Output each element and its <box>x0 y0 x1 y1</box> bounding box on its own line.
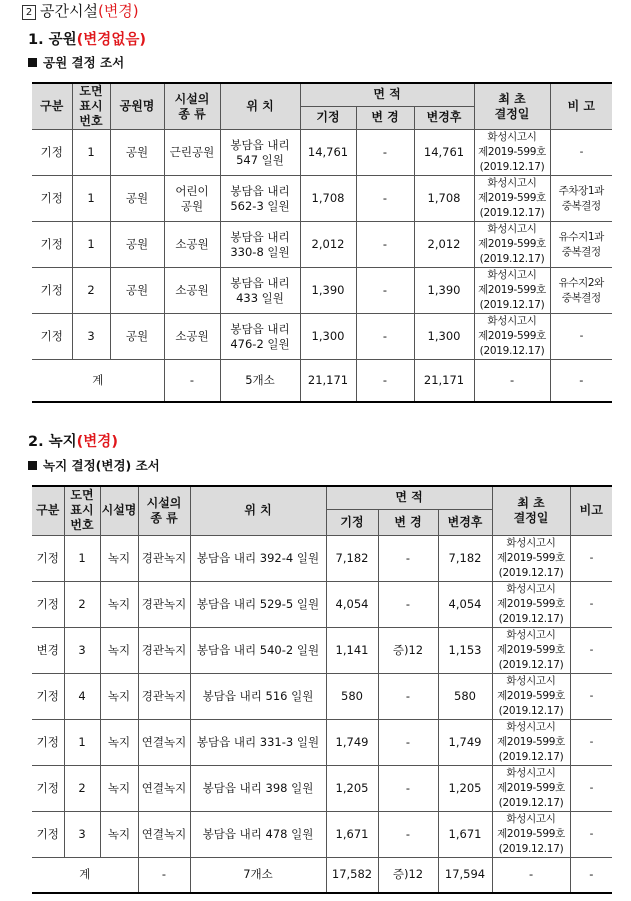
cell-location: 봉담읍 내리 398 일원 <box>190 765 326 811</box>
total-remarks: - <box>550 360 612 402</box>
cell-division: 기정 <box>32 222 72 268</box>
cell-remarks: - <box>550 130 612 176</box>
cell-name: 녹지 <box>100 673 138 719</box>
cell-remarks: - <box>570 581 612 627</box>
cell-facility-type: 소공원 <box>164 314 220 360</box>
header-remarks: 비 고 <box>550 83 612 130</box>
header-name: 시설명 <box>100 486 138 535</box>
total-first-decision: - <box>474 360 550 402</box>
cell-name: 녹지 <box>100 535 138 581</box>
cell-area-change: - <box>378 581 438 627</box>
cell-area-existing: 1,205 <box>326 765 378 811</box>
cell-division: 기정 <box>32 535 64 581</box>
cell-location: 봉담읍 내리 392-4 일원 <box>190 535 326 581</box>
table-row <box>32 268 612 314</box>
document-heading <box>22 0 139 22</box>
cell-facility-type: 소공원 <box>164 222 220 268</box>
cell-first-decision: 화성시고시 제2019-599호 (2019.12.17) <box>474 268 550 314</box>
cell-area-after: 4,054 <box>438 581 492 627</box>
cell-name: 공원 <box>110 176 164 222</box>
cell-area-change: - <box>356 314 414 360</box>
cell-first-decision: 화성시고시 제2019-599호 (2019.12.17) <box>492 765 570 811</box>
cell-first-decision: 화성시고시 제2019-599호 (2019.12.17) <box>474 222 550 268</box>
cell-area-existing: 4,054 <box>326 581 378 627</box>
cell-location: 봉담읍 내리 562-3 일원 <box>220 176 300 222</box>
table-row <box>32 811 612 857</box>
cell-location: 봉담읍 내리 330-8 일원 <box>220 222 300 268</box>
total-area-after: 17,594 <box>438 857 492 893</box>
header-division: 구분 <box>32 83 72 130</box>
header-area-existing: 기정 <box>326 509 378 535</box>
cell-remarks: 유수지2와 중복결정 <box>550 268 612 314</box>
cell-map-no: 1 <box>72 222 110 268</box>
cell-area-existing: 1,141 <box>326 627 378 673</box>
section-title-highlight: (변경) <box>76 434 118 450</box>
total-remarks: - <box>570 857 612 893</box>
header-area-after: 변경후 <box>438 509 492 535</box>
cell-map-no: 1 <box>64 535 100 581</box>
header-division: 구분 <box>32 486 64 535</box>
cell-area-change: - <box>378 811 438 857</box>
cell-location: 봉담읍 내리 478 일원 <box>190 811 326 857</box>
table-row <box>32 719 612 765</box>
table-row <box>32 130 612 176</box>
cell-area-after: 1,153 <box>438 627 492 673</box>
cell-area-existing: 1,708 <box>300 176 356 222</box>
subtitle-text: 녹지 결정(변경) 조서 <box>43 458 160 473</box>
subtitle-green <box>28 456 160 474</box>
cell-first-decision: 화성시고시 제2019-599호 (2019.12.17) <box>474 130 550 176</box>
table-row <box>32 222 612 268</box>
cell-name: 녹지 <box>100 811 138 857</box>
cell-division: 기정 <box>32 811 64 857</box>
subtitle-text: 공원 결정 조서 <box>43 55 125 70</box>
cell-name: 녹지 <box>100 581 138 627</box>
table-row <box>32 535 612 581</box>
section-number-box: 2 <box>22 5 36 20</box>
section-title-text: 1. 공원 <box>28 32 77 48</box>
total-facility-type: - <box>138 857 190 893</box>
total-row <box>32 857 612 893</box>
cell-area-after: 1,300 <box>414 314 474 360</box>
cell-area-existing: 1,749 <box>326 719 378 765</box>
cell-area-change: - <box>378 765 438 811</box>
header-remarks: 비고 <box>570 486 612 535</box>
table-row <box>32 314 612 360</box>
park-decision-table <box>32 82 612 403</box>
section-title-parks <box>28 28 146 49</box>
cell-division: 기정 <box>32 176 72 222</box>
cell-area-after: 1,390 <box>414 268 474 314</box>
header-first-decision-text: 최 초 결정일 <box>494 91 530 121</box>
cell-area-existing: 14,761 <box>300 130 356 176</box>
cell-first-decision: 화성시고시 제2019-599호 (2019.12.17) <box>492 811 570 857</box>
total-area-change: 증)12 <box>378 857 438 893</box>
cell-location: 봉담읍 내리 331-3 일원 <box>190 719 326 765</box>
cell-remarks: - <box>550 314 612 360</box>
heading-text: 공간시설 <box>40 2 98 20</box>
table-row <box>32 176 612 222</box>
header-facility-type-text: 시설의 종 류 <box>174 91 210 121</box>
cell-area-after: 580 <box>438 673 492 719</box>
cell-map-no: 2 <box>64 581 100 627</box>
section-title-green <box>28 430 118 451</box>
cell-first-decision: 화성시고시 제2019-599호 (2019.12.17) <box>474 176 550 222</box>
cell-name: 녹지 <box>100 627 138 673</box>
cell-first-decision: 화성시고시 제2019-599호 (2019.12.17) <box>492 581 570 627</box>
header-name: 공원명 <box>110 83 164 130</box>
cell-facility-type: 소공원 <box>164 268 220 314</box>
table-row <box>32 673 612 719</box>
total-area-after: 21,171 <box>414 360 474 402</box>
cell-location: 봉담읍 내리 529-5 일원 <box>190 581 326 627</box>
cell-facility-type: 연결녹지 <box>138 765 190 811</box>
cell-area-change: 증)12 <box>378 627 438 673</box>
cell-location: 봉담읍 내리 476-2 일원 <box>220 314 300 360</box>
subtitle-parks <box>28 53 124 71</box>
cell-location: 봉담읍 내리 516 일원 <box>190 673 326 719</box>
cell-area-change: - <box>356 176 414 222</box>
cell-name: 공원 <box>110 268 164 314</box>
cell-map-no: 1 <box>72 130 110 176</box>
total-first-decision: - <box>492 857 570 893</box>
section-title-text: 2. 녹지 <box>28 434 77 450</box>
total-location: 5개소 <box>220 360 300 402</box>
total-area-change: - <box>356 360 414 402</box>
cell-remarks: - <box>570 673 612 719</box>
cell-division: 기정 <box>32 673 64 719</box>
cell-division: 기정 <box>32 268 72 314</box>
cell-location: 봉담읍 내리 433 일원 <box>220 268 300 314</box>
cell-map-no: 3 <box>64 811 100 857</box>
total-area-existing: 17,582 <box>326 857 378 893</box>
square-bullet-icon <box>28 461 37 470</box>
cell-area-existing: 1,390 <box>300 268 356 314</box>
header-area: 면 적 <box>326 486 492 509</box>
cell-remarks: 유수지1과 중복결정 <box>550 222 612 268</box>
cell-area-after: 14,761 <box>414 130 474 176</box>
header-first-decision-text: 최 초 결정일 <box>513 495 549 525</box>
heading-highlight: (변경) <box>97 2 139 20</box>
header-area-after: 변경후 <box>414 106 474 129</box>
cell-map-no: 4 <box>64 673 100 719</box>
green-decision-table <box>32 485 612 894</box>
cell-division: 기정 <box>32 719 64 765</box>
cell-remarks: - <box>570 719 612 765</box>
cell-name: 녹지 <box>100 719 138 765</box>
cell-first-decision: 화성시고시 제2019-599호 (2019.12.17) <box>492 719 570 765</box>
cell-area-existing: 580 <box>326 673 378 719</box>
header-facility-type <box>138 486 190 535</box>
cell-facility-type: 연결녹지 <box>138 811 190 857</box>
cell-area-existing: 7,182 <box>326 535 378 581</box>
cell-map-no: 1 <box>64 719 100 765</box>
cell-facility-type: 경관녹지 <box>138 673 190 719</box>
cell-division: 기정 <box>32 130 72 176</box>
table-row <box>32 765 612 811</box>
cell-first-decision: 화성시고시 제2019-599호 (2019.12.17) <box>492 535 570 581</box>
header-map-no-text: 도면 표시 번호 <box>70 488 94 533</box>
cell-area-change: - <box>378 673 438 719</box>
cell-facility-type: 어린이 공원 <box>164 176 220 222</box>
cell-remarks: - <box>570 765 612 811</box>
cell-area-after: 1,671 <box>438 811 492 857</box>
cell-area-existing: 2,012 <box>300 222 356 268</box>
cell-name: 녹지 <box>100 765 138 811</box>
header-first-decision <box>474 83 550 130</box>
cell-area-change: - <box>356 268 414 314</box>
total-label: 계 <box>32 857 138 893</box>
cell-facility-type: 경관녹지 <box>138 535 190 581</box>
square-bullet-icon <box>28 58 37 67</box>
table-row <box>32 581 612 627</box>
cell-area-after: 1,749 <box>438 719 492 765</box>
header-location: 위 치 <box>190 486 326 535</box>
cell-facility-type: 경관녹지 <box>138 627 190 673</box>
header-area-change: 변 경 <box>378 509 438 535</box>
cell-map-no: 3 <box>72 314 110 360</box>
header-facility-type <box>164 83 220 130</box>
cell-area-after: 1,708 <box>414 176 474 222</box>
cell-name: 공원 <box>110 130 164 176</box>
header-map-no <box>72 83 110 130</box>
cell-remarks: - <box>570 535 612 581</box>
total-facility-type: - <box>164 360 220 402</box>
cell-remarks: - <box>570 811 612 857</box>
cell-first-decision: 화성시고시 제2019-599호 (2019.12.17) <box>492 673 570 719</box>
cell-division: 기정 <box>32 765 64 811</box>
cell-first-decision: 화성시고시 제2019-599호 (2019.12.17) <box>474 314 550 360</box>
cell-area-existing: 1,671 <box>326 811 378 857</box>
section-title-highlight: (변경없음) <box>76 32 146 48</box>
header-facility-type-text: 시설의 종 류 <box>146 495 182 525</box>
cell-name: 공원 <box>110 222 164 268</box>
header-location: 위 치 <box>220 83 300 130</box>
cell-map-no: 3 <box>64 627 100 673</box>
cell-remarks: 주차장1과 중복결정 <box>550 176 612 222</box>
cell-division: 기정 <box>32 314 72 360</box>
header-map-no-text: 도면 표시 번호 <box>79 84 103 128</box>
header-area-change: 변 경 <box>356 106 414 129</box>
header-area-existing: 기정 <box>300 106 356 129</box>
cell-area-after: 7,182 <box>438 535 492 581</box>
cell-area-change: - <box>378 535 438 581</box>
cell-area-change: - <box>356 130 414 176</box>
cell-name: 공원 <box>110 314 164 360</box>
cell-first-decision: 화성시고시 제2019-599호 (2019.12.17) <box>492 627 570 673</box>
cell-facility-type: 경관녹지 <box>138 581 190 627</box>
header-area: 면 적 <box>300 83 474 106</box>
header-first-decision <box>492 486 570 535</box>
header-map-no <box>64 486 100 535</box>
cell-facility-type: 근린공원 <box>164 130 220 176</box>
cell-area-after: 2,012 <box>414 222 474 268</box>
cell-location: 봉담읍 내리 547 일원 <box>220 130 300 176</box>
total-label: 계 <box>32 360 164 402</box>
cell-facility-type: 연결녹지 <box>138 719 190 765</box>
cell-division: 기정 <box>32 581 64 627</box>
cell-area-existing: 1,300 <box>300 314 356 360</box>
cell-map-no: 2 <box>72 268 110 314</box>
total-location: 7개소 <box>190 857 326 893</box>
cell-area-change: - <box>378 719 438 765</box>
cell-map-no: 2 <box>64 765 100 811</box>
total-row <box>32 360 612 402</box>
cell-area-change: - <box>356 222 414 268</box>
cell-location: 봉담읍 내리 540-2 일원 <box>190 627 326 673</box>
table-row <box>32 627 612 673</box>
cell-map-no: 1 <box>72 176 110 222</box>
cell-division: 변경 <box>32 627 64 673</box>
cell-remarks: - <box>570 627 612 673</box>
cell-area-after: 1,205 <box>438 765 492 811</box>
total-area-existing: 21,171 <box>300 360 356 402</box>
